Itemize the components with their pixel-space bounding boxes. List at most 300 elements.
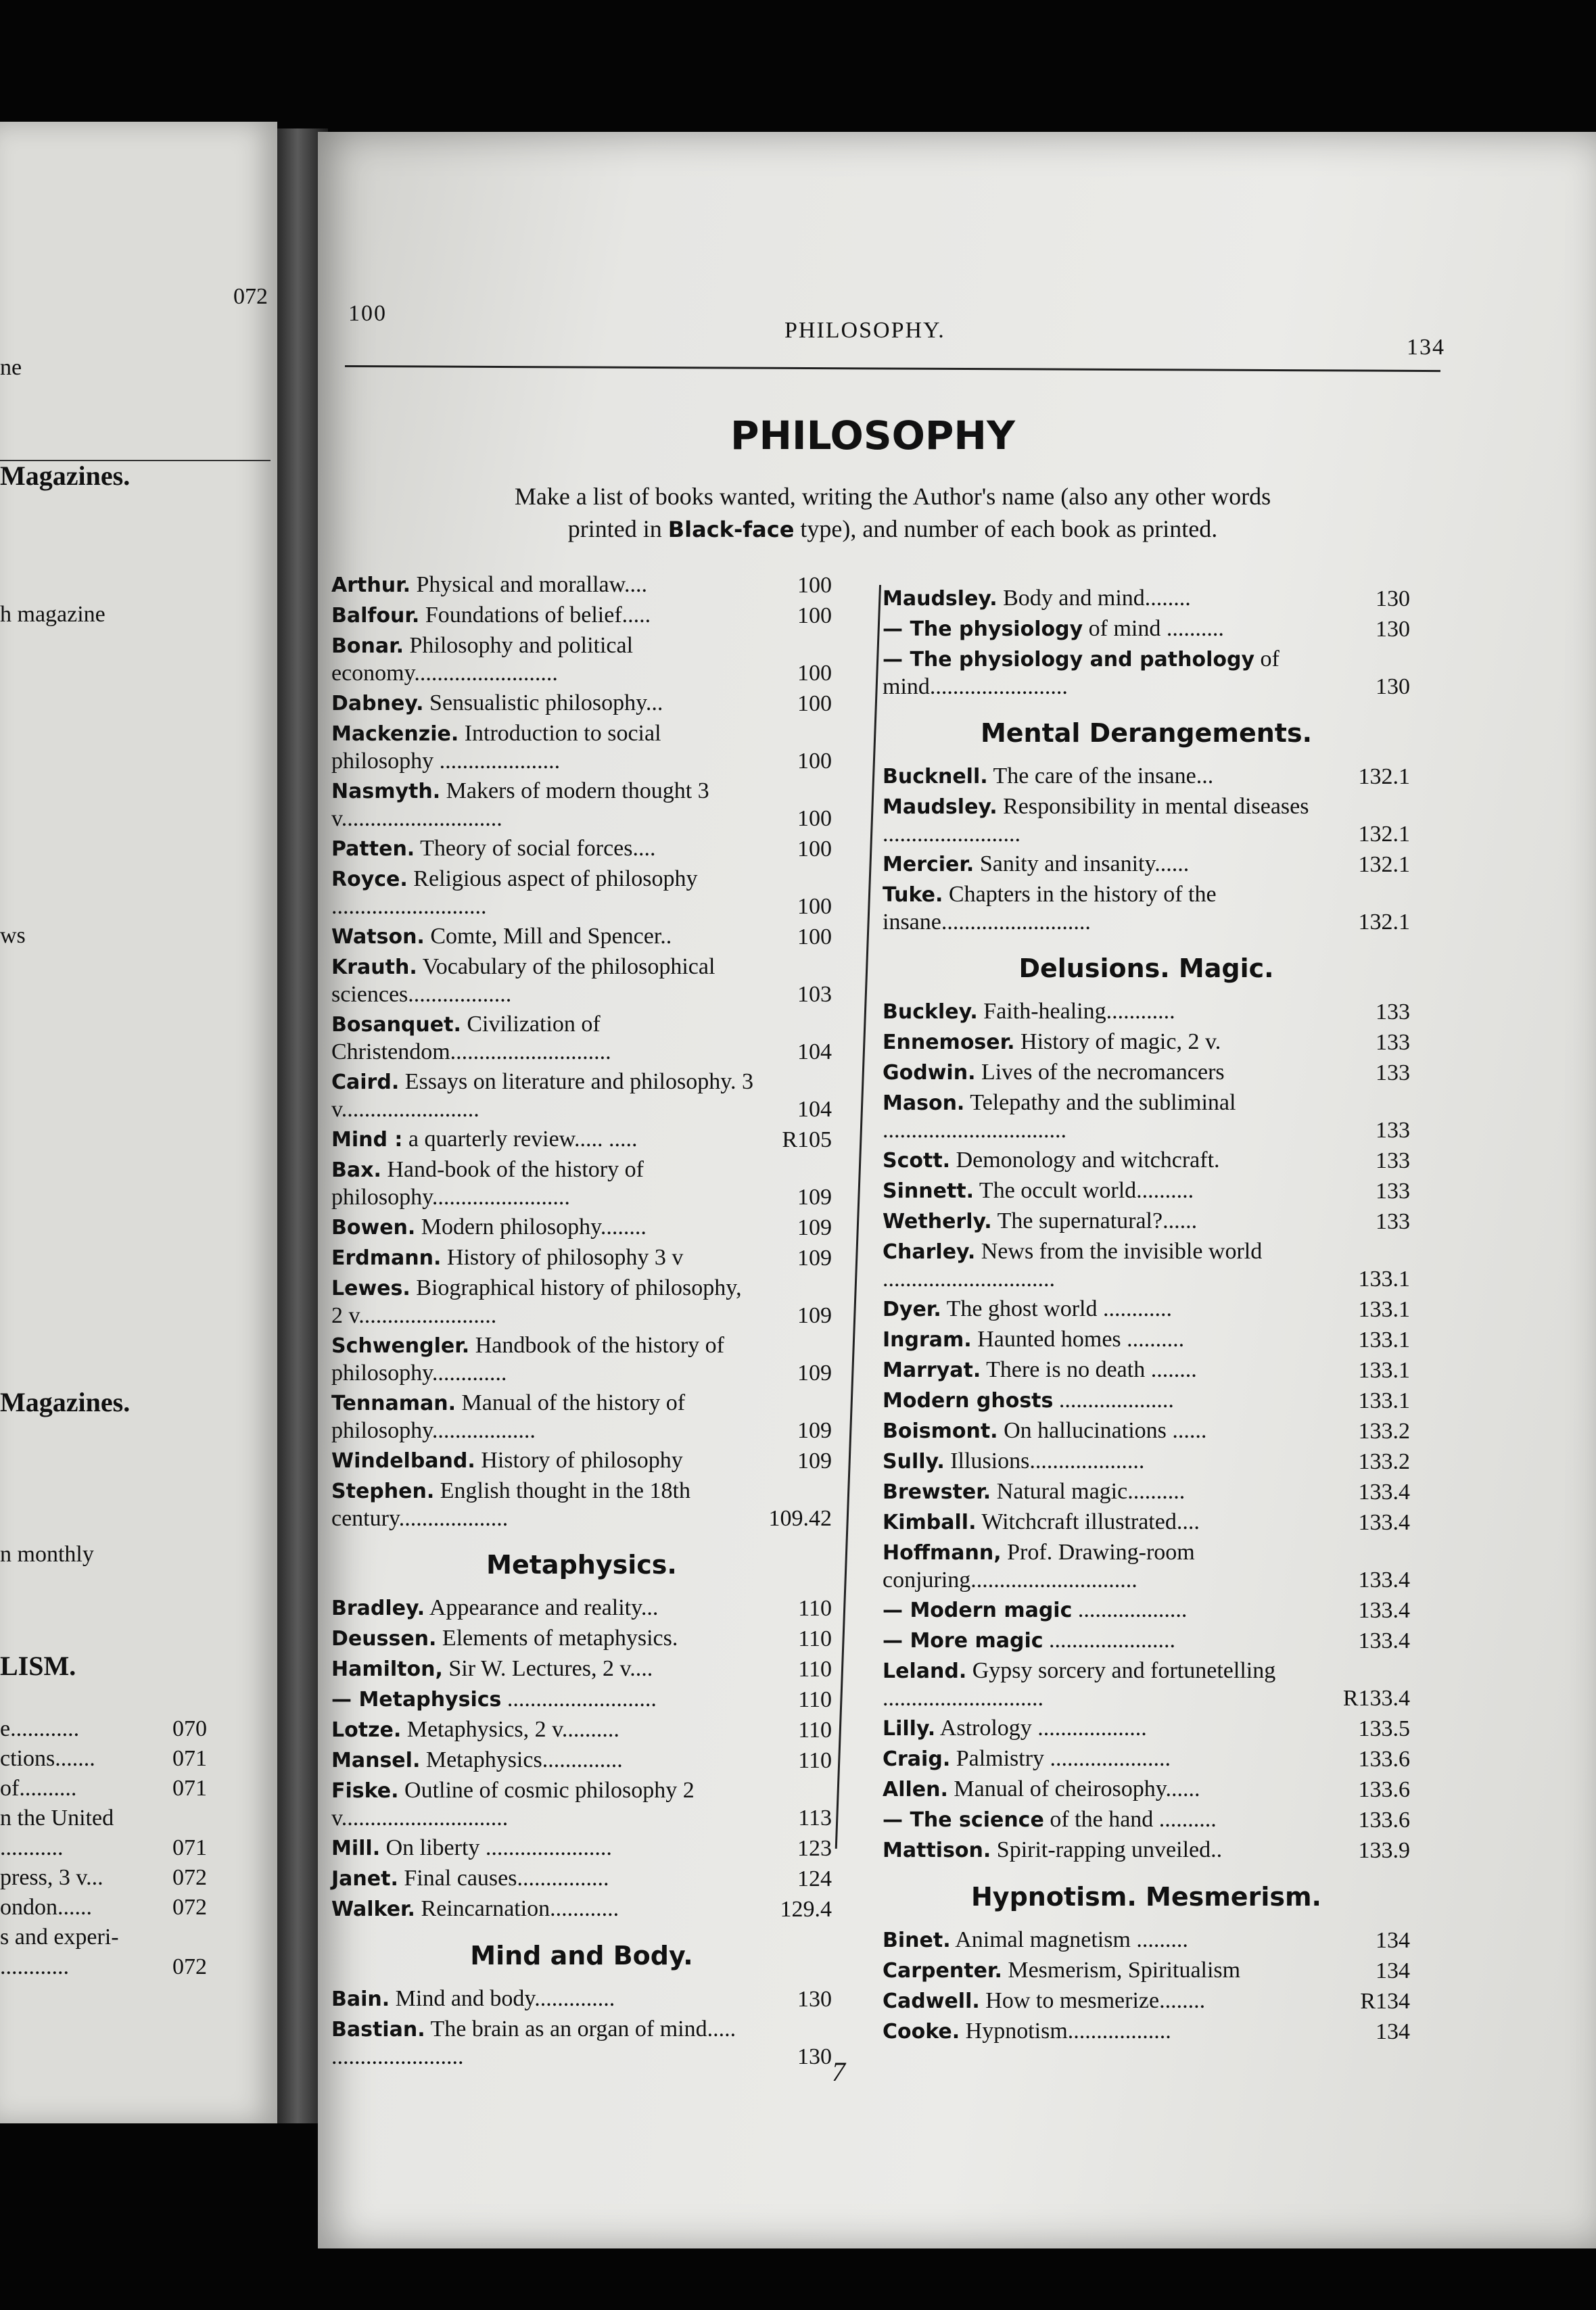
left-entry-text: ............ xyxy=(0,1954,69,1979)
entry-text xyxy=(883,2018,1410,2046)
entry-text xyxy=(331,1478,832,1532)
entry-text xyxy=(883,1448,1410,1476)
entry-text xyxy=(331,1655,832,1683)
entry-text xyxy=(331,1447,832,1475)
entry-title: Illusions.................... xyxy=(950,1448,1145,1474)
left-page-entries xyxy=(0,1714,210,1982)
entry-title: English thought in the 18th century................... xyxy=(331,1478,690,1531)
entry-class-number: 110 xyxy=(798,1687,832,1712)
entry-text xyxy=(883,1357,1410,1384)
entry-title: a quarterly review..... ..... xyxy=(408,1127,638,1152)
entry-text xyxy=(331,632,832,687)
entry-title: The care of the insane... xyxy=(993,763,1214,788)
entry-class-number: 133.1 xyxy=(1358,1358,1410,1383)
entry-title: The brain as an organ of mind..... ....................... xyxy=(331,2017,736,2069)
entry-class-number: 104 xyxy=(797,1039,832,1064)
entry-author: Modern ghosts xyxy=(883,1389,1054,1413)
entry-text xyxy=(883,1208,1410,1235)
entry-class-number: 133.1 xyxy=(1358,1297,1410,1322)
entry-author: Binet. xyxy=(883,1929,951,1952)
catalog-entry xyxy=(883,615,1410,643)
entry-author: Sully. xyxy=(883,1450,945,1474)
catalog-entry xyxy=(331,1156,832,1211)
entry-author: Royce. xyxy=(331,868,408,891)
entry-title: Mesmerism, Spiritualism xyxy=(1008,1958,1241,1983)
entry-text xyxy=(331,1126,832,1154)
entry-text xyxy=(331,1011,832,1066)
entry-text xyxy=(331,1895,832,1923)
entry-text xyxy=(883,646,1410,701)
entry-title: Manual of the history of philosophy.................. xyxy=(331,1390,686,1443)
entry-author: Bucknell. xyxy=(883,765,988,788)
entry-author: — Modern magic xyxy=(883,1599,1073,1622)
entry-title: Philosophy and political economy......................... xyxy=(331,633,634,686)
left-page-entry xyxy=(0,1833,210,1863)
entry-author: Kimball. xyxy=(883,1511,977,1534)
catalog-entry xyxy=(883,1357,1410,1384)
entry-author: Carpenter. xyxy=(883,1959,1002,1983)
entry-text xyxy=(331,1777,832,1832)
entry-class-number: 133.1 xyxy=(1358,1327,1410,1352)
catalog-entry xyxy=(883,1417,1410,1445)
entry-author: — The physiology xyxy=(883,617,1083,641)
catalog-entry xyxy=(331,1686,832,1714)
entry-title: Civilization of Christendom............................ xyxy=(331,1012,611,1064)
entry-title: .................... xyxy=(1058,1388,1174,1413)
catalog-entry xyxy=(331,1390,832,1444)
entry-text xyxy=(883,1326,1410,1354)
catalog-entry xyxy=(331,1011,832,1066)
entry-title: News from the invisible world .............................. xyxy=(883,1239,1263,1292)
entry-class-number: 100 xyxy=(797,924,832,949)
catalog-entry xyxy=(883,1597,1410,1624)
entry-class-number: 100 xyxy=(797,749,832,774)
entry-title: On liberty ...................... xyxy=(385,1835,612,1860)
left-column xyxy=(331,571,832,2073)
entry-title: Outline of cosmic philosophy 2 v............................. xyxy=(331,1778,695,1831)
entry-title: Foundations of belief..... xyxy=(425,603,651,628)
catalog-entry xyxy=(883,793,1410,848)
entry-text xyxy=(883,1957,1410,1985)
left-entry-number: 072 xyxy=(172,1954,207,1979)
entry-class-number: 109 xyxy=(797,1418,832,1443)
entry-class-number: 100 xyxy=(797,894,832,919)
entry-text xyxy=(883,1837,1410,1864)
entry-author: Mason. xyxy=(883,1091,965,1115)
catalog-entry xyxy=(883,1715,1410,1743)
left-fragment: h magazine xyxy=(0,602,105,627)
entry-class-number: 130 xyxy=(1376,674,1410,699)
catalog-entry xyxy=(883,1927,1410,1954)
catalog-entry xyxy=(331,1595,832,1622)
left-page-entry xyxy=(0,1744,210,1774)
entry-author: — The physiology and pathology xyxy=(883,648,1255,671)
entry-class-number: 132.1 xyxy=(1358,910,1410,935)
left-entry-number: 071 xyxy=(172,1835,207,1860)
entry-text xyxy=(331,1068,832,1123)
entry-text xyxy=(883,1627,1410,1655)
entry-class-number: 110 xyxy=(798,1718,832,1743)
entry-author: Fiske. xyxy=(331,1779,399,1803)
entry-class-number: 133 xyxy=(1376,1030,1410,1055)
entry-title: Spirit-rapping unveiled.. xyxy=(996,1837,1223,1862)
entry-author: Deussen. xyxy=(331,1627,437,1651)
entry-author: Marryat. xyxy=(883,1359,981,1382)
entry-author: Craig. xyxy=(883,1747,951,1771)
entry-class-number: 132.1 xyxy=(1358,764,1410,789)
entry-class-number: 133 xyxy=(1376,999,1410,1024)
entry-author: Charley. xyxy=(883,1240,976,1264)
entry-title: Gypsy sorcery and fortunetelling ............................ xyxy=(883,1658,1276,1711)
entry-title: Theory of social forces.... xyxy=(420,836,656,861)
catalog-entry xyxy=(883,2018,1410,2046)
entry-text xyxy=(883,1059,1410,1087)
entry-class-number: 133.6 xyxy=(1358,1777,1410,1802)
entry-author: Mackenzie. xyxy=(331,722,459,746)
entry-text xyxy=(883,1478,1410,1506)
catalog-entry xyxy=(331,1275,832,1329)
entry-author: Wetherly. xyxy=(883,1210,992,1233)
section-heading: Hypnotism. Mesmerism. xyxy=(971,1882,1321,1912)
entry-title: The occult world.......... xyxy=(979,1178,1194,1203)
entry-text xyxy=(331,1156,832,1211)
entry-title: Appearance and reality... xyxy=(429,1595,659,1620)
entry-title: Responsibility in mental diseases ........................ xyxy=(883,794,1309,847)
catalog-entry xyxy=(331,2016,832,2071)
catalog-entry xyxy=(883,1745,1410,1773)
entry-text xyxy=(883,1776,1410,1804)
entry-class-number: 134 xyxy=(1376,2019,1410,2044)
entry-text xyxy=(331,571,832,599)
entry-class-number: 133.4 xyxy=(1358,1598,1410,1623)
entry-title: Religious aspect of philosophy ........................... xyxy=(331,866,698,919)
running-head: PHILOSOPHY. xyxy=(784,318,945,343)
entry-class-number: 132.1 xyxy=(1358,852,1410,877)
catalog-entry xyxy=(883,1657,1410,1712)
entry-class-number: 133.6 xyxy=(1358,1747,1410,1772)
catalog-entry xyxy=(331,1655,832,1683)
left-entry-text: n the United xyxy=(0,1806,114,1831)
entry-title: Vocabulary of the philosophical sciences.................. xyxy=(331,954,715,1007)
entry-class-number: 100 xyxy=(797,691,832,716)
catalog-entry xyxy=(331,571,832,599)
entry-text xyxy=(331,1716,832,1744)
entry-author: Buckley. xyxy=(883,1000,978,1024)
entry-title: Witchcraft illustrated.... xyxy=(981,1509,1200,1534)
entry-class-number: 130 xyxy=(797,1987,832,2012)
entry-text xyxy=(883,1029,1410,1056)
entry-text xyxy=(331,866,832,920)
entry-class-number: 110 xyxy=(798,1657,832,1682)
entry-author: Maudsley. xyxy=(883,587,998,611)
entry-author: Janet. xyxy=(331,1867,398,1891)
entry-author: Bradley. xyxy=(331,1597,425,1620)
entry-text xyxy=(883,1147,1410,1175)
catalog-entry xyxy=(883,1387,1410,1415)
entry-class-number: 133.9 xyxy=(1358,1838,1410,1863)
left-entry-number: 071 xyxy=(172,1776,207,1801)
entry-class-number: 133.6 xyxy=(1358,1808,1410,1833)
left-page-entry xyxy=(0,1952,210,1982)
entry-class-number: 109 xyxy=(797,1215,832,1240)
entry-text xyxy=(331,2016,832,2071)
entry-text xyxy=(883,1715,1410,1743)
footer-folio: 7 xyxy=(832,2056,845,2087)
entry-title: Faith-healing............ xyxy=(983,999,1175,1024)
entry-author: Bowen. xyxy=(331,1216,416,1240)
catalog-entry xyxy=(331,1865,832,1893)
catalog-entry xyxy=(883,1296,1410,1323)
entry-text xyxy=(883,1657,1410,1712)
section-heading: Mind and Body. xyxy=(470,1941,693,1971)
page-title: PHILOSOPHY xyxy=(730,412,1015,458)
catalog-entry xyxy=(331,1478,832,1532)
entry-author: Mill. xyxy=(331,1837,381,1860)
entry-title: Elements of metaphysics. xyxy=(442,1626,678,1651)
entry-author: Ingram. xyxy=(883,1328,972,1352)
entry-author: Hamilton, xyxy=(331,1657,443,1681)
catalog-entry xyxy=(331,1895,832,1923)
catalog-entry xyxy=(883,1478,1410,1506)
entry-title: Metaphysics.............. xyxy=(425,1747,623,1772)
catalog-entry xyxy=(883,1957,1410,1985)
entry-author: Stephen. xyxy=(331,1480,435,1503)
entry-text xyxy=(331,923,832,951)
catalog-entry xyxy=(883,998,1410,1026)
entry-text xyxy=(883,1238,1410,1293)
entry-author: Bosanquet. xyxy=(331,1013,461,1037)
left-entry-number: 070 xyxy=(172,1716,207,1741)
entry-author: Hoffmann, xyxy=(883,1541,1002,1565)
entry-title: ...................... xyxy=(1049,1628,1176,1653)
entry-class-number: 109.42 xyxy=(768,1506,832,1531)
entry-text xyxy=(331,1214,832,1242)
entry-class-number: 103 xyxy=(797,982,832,1007)
catalog-entry xyxy=(331,1777,832,1832)
entry-title: History of magic, 2 v. xyxy=(1020,1029,1221,1054)
entry-title: Hypnotism.................. xyxy=(965,2019,1171,2044)
entry-author: Tuke. xyxy=(883,883,943,907)
entry-text xyxy=(883,1987,1410,2015)
catalog-entry xyxy=(331,690,832,717)
catalog-entry xyxy=(883,1539,1410,1594)
left-entry-text: ........... xyxy=(0,1835,64,1860)
entry-author: Mattison. xyxy=(883,1839,991,1862)
entry-title: Manual of cheirosophy...... xyxy=(954,1776,1200,1801)
entry-author: Tennaman. xyxy=(331,1392,456,1415)
left-page-entry xyxy=(0,1804,210,1833)
left-page-entry xyxy=(0,1923,210,1952)
entry-title: Reincarnation............ xyxy=(421,1896,619,1921)
entry-title: Hand-book of the history of philosophy........................ xyxy=(331,1157,644,1210)
catalog-entry xyxy=(883,1987,1410,2015)
entry-author: Mansel. xyxy=(331,1749,421,1772)
catalog-entry xyxy=(883,1627,1410,1655)
entry-author: Allen. xyxy=(883,1778,948,1801)
catalog-entry xyxy=(331,1716,832,1744)
entry-class-number: 133.1 xyxy=(1358,1388,1410,1413)
catalog-entry xyxy=(331,1214,832,1242)
entry-class-number: 100 xyxy=(797,836,832,862)
entry-class-number: 109 xyxy=(797,1448,832,1474)
catalog-entry xyxy=(331,1068,832,1123)
left-entry-text: ctions....... xyxy=(0,1746,95,1771)
entry-class-number: 104 xyxy=(797,1097,832,1122)
section-heading: Mental Derangements. xyxy=(980,718,1313,748)
entry-class-number: 133.2 xyxy=(1358,1419,1410,1444)
entry-author: Mercier. xyxy=(883,853,975,876)
entry-text xyxy=(883,1387,1410,1415)
entry-author: Bonar. xyxy=(331,634,404,658)
entry-title: Telepathy and the subliminal ................................ xyxy=(883,1090,1236,1143)
entry-author: Bastian. xyxy=(331,2018,425,2042)
catalog-entry xyxy=(883,1806,1410,1834)
catalog-entry xyxy=(331,1985,832,2013)
catalog-entry xyxy=(331,923,832,951)
entry-text xyxy=(883,881,1410,936)
entry-title: History of philosophy 3 v xyxy=(446,1245,684,1270)
entry-author: Cadwell. xyxy=(883,1989,980,2013)
left-entry-number: 071 xyxy=(172,1746,207,1771)
catalog-entry xyxy=(331,866,832,920)
catalog-entry xyxy=(331,835,832,863)
entry-class-number: 134 xyxy=(1376,1958,1410,1983)
catalog-entry xyxy=(331,1447,832,1475)
left-page-entry xyxy=(0,1863,210,1893)
entry-title: Sir W. Lectures, 2 v.... xyxy=(448,1656,653,1681)
entry-text xyxy=(883,851,1410,878)
entry-class-number: 123 xyxy=(797,1836,832,1861)
catalog-entry xyxy=(331,1244,832,1272)
catalog-entry xyxy=(883,763,1410,791)
entry-title: Demonology and witchcraft. xyxy=(956,1148,1220,1173)
entry-text xyxy=(883,1417,1410,1445)
entry-text xyxy=(883,998,1410,1026)
entry-text xyxy=(331,1686,832,1714)
entry-author: Caird. xyxy=(331,1070,400,1094)
entry-author: Patten. xyxy=(331,837,415,861)
catalog-entry xyxy=(883,1326,1410,1354)
entry-author: Erdmann. xyxy=(331,1246,442,1270)
entry-author: Arthur. xyxy=(331,573,410,597)
entry-class-number: 129.4 xyxy=(780,1897,832,1922)
left-entry-text: s and experi- xyxy=(0,1925,119,1950)
entry-class-number: 134 xyxy=(1376,1928,1410,1953)
left-fragment: n monthly xyxy=(0,1542,94,1567)
entry-author: Schwengler. xyxy=(331,1334,470,1358)
entry-text xyxy=(331,953,832,1008)
entry-author: Bain. xyxy=(331,1987,390,2011)
entry-title: Comte, Mill and Spencer.. xyxy=(430,924,672,949)
entry-class-number: 132.1 xyxy=(1358,822,1410,847)
entry-title: Modern philosophy........ xyxy=(421,1215,647,1240)
entry-author: Scott. xyxy=(883,1149,951,1173)
catalog-entry xyxy=(331,1126,832,1154)
catalog-entry xyxy=(883,881,1410,936)
entry-class-number: 100 xyxy=(797,661,832,686)
entry-title: of the hand .......... xyxy=(1050,1807,1217,1832)
catalog-entry xyxy=(331,778,832,832)
entry-text xyxy=(331,1835,832,1862)
entry-author: Boismont. xyxy=(883,1419,998,1443)
section-heading: Delusions. Magic. xyxy=(1018,953,1274,983)
entry-text xyxy=(331,1275,832,1329)
entry-text xyxy=(883,585,1410,613)
catalog-entry xyxy=(331,632,832,687)
entry-author: Bax. xyxy=(331,1158,381,1182)
catalog-entry xyxy=(331,1625,832,1653)
catalog-entry xyxy=(883,1509,1410,1536)
catalog-entry xyxy=(331,953,832,1008)
entry-author: Lotze. xyxy=(331,1718,402,1742)
catalog-entry xyxy=(883,1089,1410,1144)
catalog-entry xyxy=(883,1837,1410,1864)
entry-title: Sensualistic philosophy... xyxy=(429,690,663,715)
catalog-entry xyxy=(883,1448,1410,1476)
entry-class-number: 109 xyxy=(797,1246,832,1271)
entry-text xyxy=(331,1332,832,1387)
entry-title: On hallucinations ...... xyxy=(1004,1418,1207,1443)
entry-text xyxy=(883,1597,1410,1624)
entry-text xyxy=(331,1390,832,1444)
left-fragment: Magazines. xyxy=(0,461,131,491)
entry-title: How to mesmerize........ xyxy=(985,1988,1206,2013)
entry-class-number: 109 xyxy=(797,1303,832,1328)
entry-text xyxy=(331,1747,832,1774)
entry-author: Nasmyth. xyxy=(331,780,441,803)
entry-class-number: 133 xyxy=(1376,1060,1410,1085)
entry-title: History of philosophy xyxy=(481,1448,683,1473)
entry-title: Chapters in the history of the insane.......................... xyxy=(883,882,1217,935)
entry-text xyxy=(331,778,832,832)
entry-author: Maudsley. xyxy=(883,795,998,819)
entry-text xyxy=(331,1865,832,1893)
entry-class-number: 100 xyxy=(797,603,832,628)
entry-title: Handbook of the history of philosophy............. xyxy=(331,1333,724,1386)
entry-class-number: 130 xyxy=(797,2044,832,2069)
entry-title: Lives of the necromancers xyxy=(981,1060,1225,1085)
catalog-entry xyxy=(883,585,1410,613)
intro-line-2-pre: printed in xyxy=(567,515,668,542)
entry-author: — More magic xyxy=(883,1629,1043,1653)
entry-text xyxy=(883,793,1410,848)
entry-class-number: 133 xyxy=(1376,1118,1410,1143)
entry-author: Lilly. xyxy=(883,1717,936,1741)
entry-author: Windelband. xyxy=(331,1449,475,1473)
entry-title: Palmistry ..................... xyxy=(956,1746,1171,1771)
left-page-folio: 072 xyxy=(233,284,268,309)
entry-class-number: 133 xyxy=(1376,1209,1410,1234)
left-entry-number: 072 xyxy=(172,1865,207,1890)
entry-text xyxy=(883,1089,1410,1144)
catalog-entry xyxy=(331,1835,832,1862)
entry-title: There is no death ........ xyxy=(986,1357,1197,1382)
entry-class-number: 110 xyxy=(798,1748,832,1773)
left-fragment: ws xyxy=(0,923,26,948)
entry-author: Walker. xyxy=(331,1898,415,1921)
entry-title: Natural magic.......... xyxy=(996,1479,1186,1504)
entry-class-number: 109 xyxy=(797,1361,832,1386)
entry-text xyxy=(883,1509,1410,1536)
entry-text xyxy=(883,1539,1410,1594)
left-fragment: ne xyxy=(0,355,22,380)
entry-title: Essays on literature and philosophy. 3 v........................ xyxy=(331,1069,753,1122)
page-number: 100 xyxy=(348,301,387,326)
entry-text xyxy=(331,1244,832,1272)
entry-title: Astrology ................... xyxy=(939,1716,1147,1741)
entry-title: Final causes................ xyxy=(404,1866,609,1891)
catalog-entry xyxy=(883,646,1410,701)
